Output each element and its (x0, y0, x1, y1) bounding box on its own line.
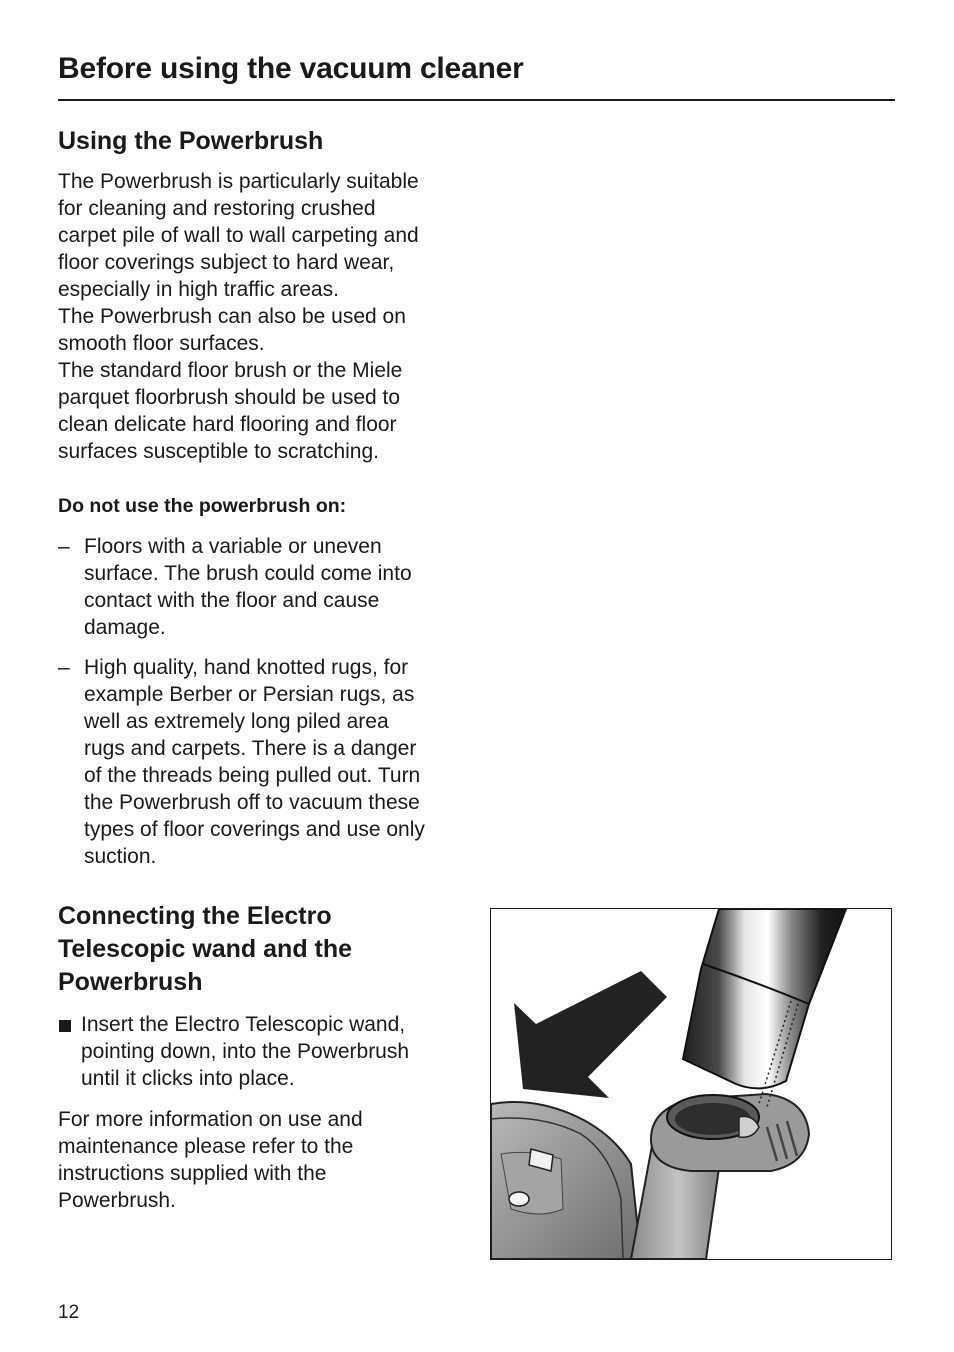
dash-bullet: – (58, 656, 70, 679)
telescopic-wand (683, 909, 846, 1107)
arrow-down-left-icon (514, 971, 667, 1098)
page-number: 12 (58, 1302, 80, 1323)
instruction-step: Insert the Electro Telescopic wand, pointing down, into the Powerbrush until it clicks into place. (58, 1011, 468, 1092)
section-connecting-wand (58, 900, 468, 1214)
powerbrush-body (491, 1102, 641, 1259)
square-bullet-icon (59, 1020, 71, 1032)
section-heading: Connecting the Electro Telescopic wand and the Powerbrush (58, 902, 353, 996)
illustration-wand-powerbrush (490, 908, 892, 1260)
paragraph-suitability: The Powerbrush is particularly suitable for cleaning and restoring crushed carpet pile of wall to wall carpeting and floor coverings subject to hard wear, especially in high traffic areas. The Powerbrush can also be used on smooth floor surfaces. The standard floor brush or the Miele parquet floorbrush should be used to clean delicate hard flooring and floor surfaces susceptible to scratching. (58, 170, 419, 463)
section-heading: Using the Powerbrush (58, 127, 324, 155)
dash-bullet: – (58, 535, 70, 558)
warning-list (58, 533, 468, 870)
page-title: Before using the vacuum cleaner (58, 52, 524, 85)
title-rule (58, 99, 895, 101)
warning-subheading: Do not use the powerbrush on: (58, 495, 347, 517)
powerbrush-connector (631, 1094, 809, 1259)
section-using-powerbrush (58, 125, 468, 883)
list-item: – Floors with a variable or uneven surface. The brush could come into contact with the floor and cause damage. (58, 535, 412, 639)
paragraph-more-info: For more information on use and maintenance please refer to the instructions supplied with the Powerbrush. (58, 1108, 363, 1212)
illustration-svg (491, 909, 891, 1259)
list-item: – High quality, hand knotted rugs, for example Berber or Persian rugs, as well as extremely long piled area rugs and carpets. There is a danger of the threads being pulled out. Turn the Powerbrush off to vacuum these types of floor coverings and use only suction. (58, 656, 425, 868)
